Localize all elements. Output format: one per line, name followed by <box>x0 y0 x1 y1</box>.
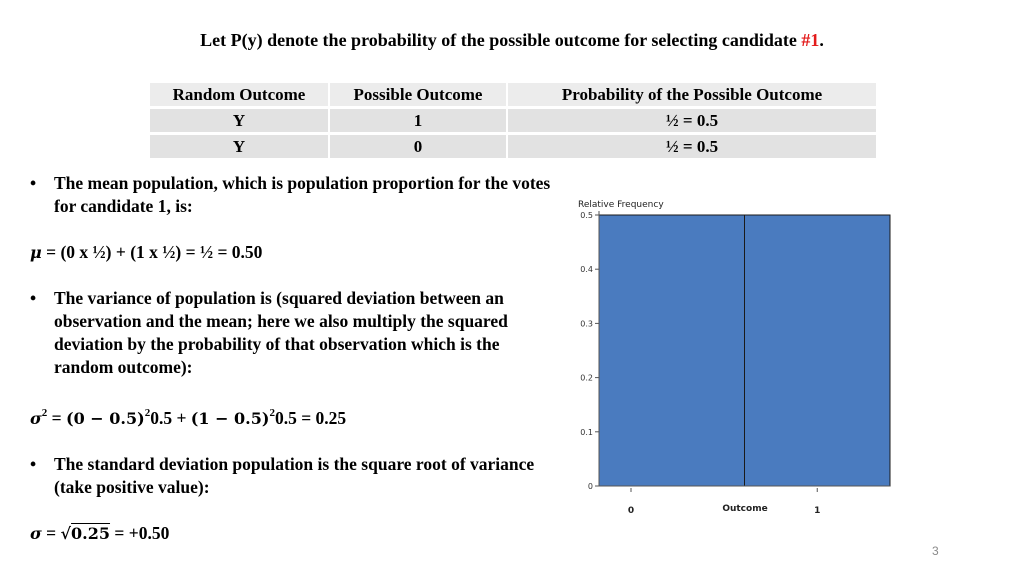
variance-equals: = <box>47 408 67 428</box>
bullet-dot: • <box>30 288 37 308</box>
table-cell: 1 <box>330 109 508 132</box>
variance-superscript: 2 <box>41 407 48 419</box>
y-tick-label: 0.4 <box>580 265 593 275</box>
table-cell: 0 <box>330 135 508 158</box>
bullet-mean-text: The mean population, which is population proportion for the votes for candidate 1, is: <box>54 173 551 216</box>
x-tick-label: 1 <box>814 506 821 516</box>
table-cell: ½ = 0.5 <box>508 135 876 158</box>
table-header-cell: Possible Outcome <box>330 83 508 106</box>
variance-term-1-superscript: 2 <box>144 407 151 419</box>
square-root-radicand: 0.25 <box>71 524 111 543</box>
std-dev-result: = +0.50 <box>110 523 170 543</box>
variance-result: 0.5 = 0.25 <box>274 408 347 428</box>
sigma-symbol: σ <box>30 409 42 428</box>
table-header-cell: Probability of the Possible Outcome <box>508 83 876 106</box>
bullet-mean <box>30 172 560 218</box>
table-row <box>150 135 876 158</box>
y-tick-label: 0 <box>587 482 593 491</box>
mu-symbol: μ <box>30 243 42 262</box>
mean-expression: = (0 x ½) + (1 x ½) = ½ = 0.50 <box>41 242 263 262</box>
table-header-row <box>150 83 876 106</box>
y-tick-label: 0.3 <box>580 319 593 329</box>
bullet-variance <box>30 287 560 379</box>
std-dev-formula <box>30 522 560 545</box>
mean-formula <box>30 241 560 264</box>
square-root-sign: √ <box>60 524 72 543</box>
page-number: 3 <box>932 544 939 558</box>
slide-title <box>0 30 1024 51</box>
table-cell: Y <box>150 109 330 132</box>
bar-0 <box>599 215 745 486</box>
probability-table <box>150 80 876 161</box>
title-suffix: . <box>819 30 824 50</box>
table-cell: ½ = 0.5 <box>508 109 876 132</box>
variance-formula <box>30 402 560 430</box>
title-text: Let P(y) denote the probability of the possible outcome for selecting candidate <box>200 30 802 50</box>
y-tick-label: 0.2 <box>580 373 593 383</box>
bullet-variance-text: The variance of population is (squared deviation between an observation and the mean; here we also multiply the squared deviation by the probability of that observation which is the random outcome): <box>54 288 508 377</box>
variance-middle-1: 0.5 + <box>150 408 191 428</box>
variance-term-2: (1 − 0.5) <box>190 409 270 428</box>
variance-term-1: (0 − 0.5) <box>66 409 145 428</box>
relative-frequency-chart <box>570 192 900 522</box>
table-header-cell: Random Outcome <box>150 83 330 106</box>
y-axis-label: Relative Frequency <box>578 200 664 210</box>
variance-term-2-superscript: 2 <box>269 407 275 419</box>
x-tick-label: 0 <box>627 506 635 516</box>
bullet-std-dev-text: The standard deviation population is the square root of variance (take positive value): <box>54 454 535 497</box>
bar-1 <box>745 215 891 486</box>
std-dev-equals: = <box>41 523 61 543</box>
explanation-body <box>30 172 560 545</box>
title-highlight: #1 <box>801 30 820 50</box>
bullet-dot: • <box>30 454 37 474</box>
bullet-dot: • <box>30 173 37 193</box>
x-axis-label: Outcome <box>722 504 768 514</box>
y-tick-label: 0.1 <box>580 427 593 437</box>
y-tick-label: 0.5 <box>580 211 593 220</box>
bullet-std-dev <box>30 453 560 499</box>
table-row <box>150 109 876 132</box>
table-cell: Y <box>150 135 330 158</box>
sigma-symbol: σ <box>30 524 42 543</box>
